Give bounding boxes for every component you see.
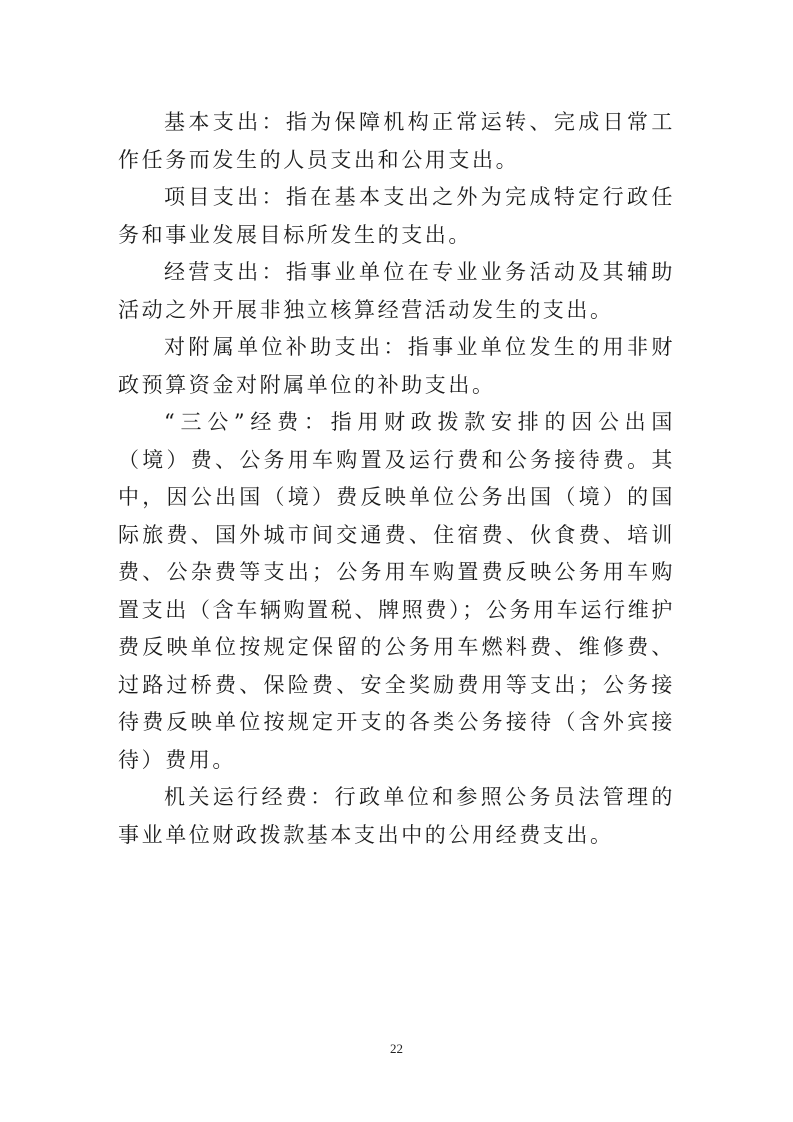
paragraph-project-expenditure: 项目支出：指在基本支出之外为完成特定行政任务和事业发展目标所发生的支出。 (118, 185, 675, 247)
paragraph-operating-expenditure: 经营支出：指事业单位在专业业务活动及其辅助活动之外开展非独立核算经营活动发生的支出。 (118, 260, 675, 322)
page-number: 22 (390, 1041, 403, 1056)
paragraph-basic-expenditure: 基本支出：指为保障机构正常运转、完成日常工作任务而发生的人员支出和公用支出。 (118, 110, 675, 172)
paragraph-subsidiary-subsidy: 对附属单位补助支出：指事业单位发生的用非财政预算资金对附属单位的补助支出。 (118, 335, 675, 397)
paragraph-three-public-expenses: “三公”经费：指用财政拨款安排的因公出国（境）费、公务用车购置及运行费和公务接待费。其中，因公出国（境）费反映单位公务出国（境）的国际旅费、国外城市间交通费、住宿费、伙食费、培训费、公杂费等支出；公务用车购置费反映公务用车购置支出（含车辆购置税、牌照费）；公务用车运行维护费反映单位按规定保留的公务用车燃料费、维修费、过路过桥费、保险费、安全奖励费用等支出；公务接待费反映单位按规定开支的各类公务接待（含外宾接待）费用。 (118, 410, 675, 772)
document-body (118, 104, 675, 854)
paragraph-agency-operating-funds: 机关运行经费：行政单位和参照公务员法管理的事业单位财政拨款基本支出中的公用经费支出。 (118, 785, 675, 847)
